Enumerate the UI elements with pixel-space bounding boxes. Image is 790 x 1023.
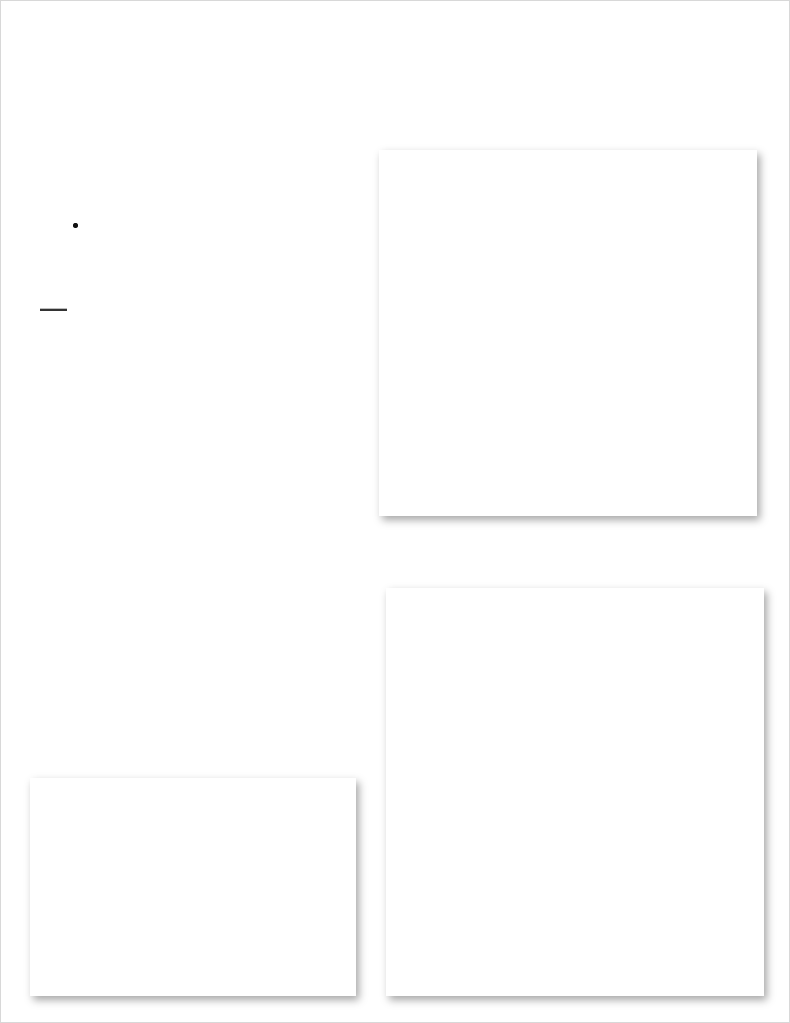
degrees-header	[41, 309, 54, 311]
blanket-photo-apr-aug	[386, 588, 764, 996]
color-header	[54, 309, 67, 311]
color-chart-table	[40, 308, 67, 311]
blanket-closeup-photo	[30, 778, 356, 996]
table-header-row	[41, 309, 67, 311]
blanket-photo-jan-apr	[379, 150, 757, 516]
